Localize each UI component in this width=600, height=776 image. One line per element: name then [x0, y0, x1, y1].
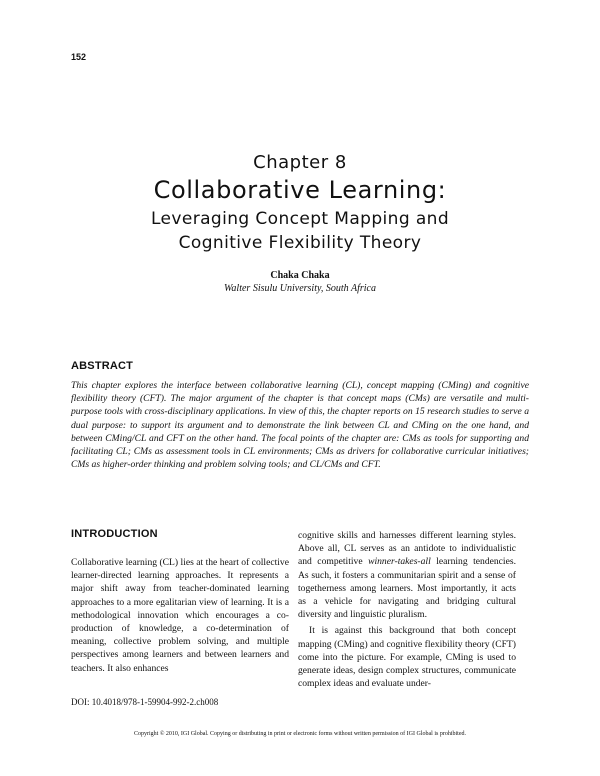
introduction-right-column: [298, 529, 516, 690]
italic-phrase: winner-takes-all: [368, 556, 431, 568]
introduction-heading: INTRODUCTION: [71, 528, 158, 540]
page-number: 152: [71, 52, 87, 62]
paragraph-text-before: cognitive skills and harnesses different learning styles. Above all, CL serves as an antidote to individualistic and competitive: [298, 530, 516, 568]
doi-line: DOI: 10.4018/978-1-59904-992-2.ch008: [71, 697, 219, 707]
introduction-left-paragraph: Collaborative learning (CL) lies at the heart of collective learner-directed learning approaches. It represents a major shift away from teacher-dominated learning approaches to a more egalitarian view of learning. It is a methodological innovation which encourages a co-production of knowledge, a co-determination of meaning, collective problem solving, and multiple perspectives among learners and between learners and teachers. It also enhances: [71, 557, 289, 674]
chapter-label: Chapter 8: [253, 152, 347, 173]
subtitle-line-1: Leveraging Concept Mapping and: [150, 209, 450, 229]
introduction-right-paragraph-2: It is against this background that both concept mapping (CMing) and cognitive flexibility theory (CFT) come into the picture. For example, CMing is used to generate ideas, design complex structures, communicate complex ideas and evaluate under-: [298, 625, 516, 690]
subtitle-line-2: Cognitive Flexibility Theory: [178, 233, 422, 253]
paragraph-text-after: learning tendencies. As such, it fosters a communitarian spirit and a sense of togetherness among learners. Most importantly, it acts as a vehicle for navigating and bridging cultural diversity and linguistic pluralism.: [298, 556, 516, 621]
introduction-right-paragraph-1: [298, 529, 516, 621]
chapter-title: Collaborative Learning:: [153, 176, 447, 204]
abstract-text: This chapter explores the interface between collaborative learning (CL), concept mapping (CMing) and cognitive flexibility theory (CFT). The major argument of the chapter is that concept maps (CMs) are versatile and multi-purpose tools with cross-disciplinary applications. In view of this, the chapter reports on 15 research studies to serve a dual purpose: to support its argument and to demonstrate the link between CL and CMing on the one hand, and between CMing/CL and CFT on the other hand. The focal points of the chapter are: CMs as tools for supporting and facilitating CL; CMs as assessment tools in CL environments; CMs as drivers for collaborative curricular initiatives; CMs as higher-order thinking and problem solving tools; and CL/CMs and CFT.: [71, 380, 529, 471]
author-name: Chaka Chaka: [270, 270, 330, 281]
chapter-subtitle: [0, 207, 600, 255]
abstract-heading: ABSTRACT: [71, 360, 134, 372]
copyright-notice: Copyright © 2010, IGI Global. Copying or distributing in print or electronic forms without written permission of IGI Global is prohibited.: [133, 731, 466, 737]
author-affiliation: Walter Sisulu University, South Africa: [224, 283, 376, 294]
